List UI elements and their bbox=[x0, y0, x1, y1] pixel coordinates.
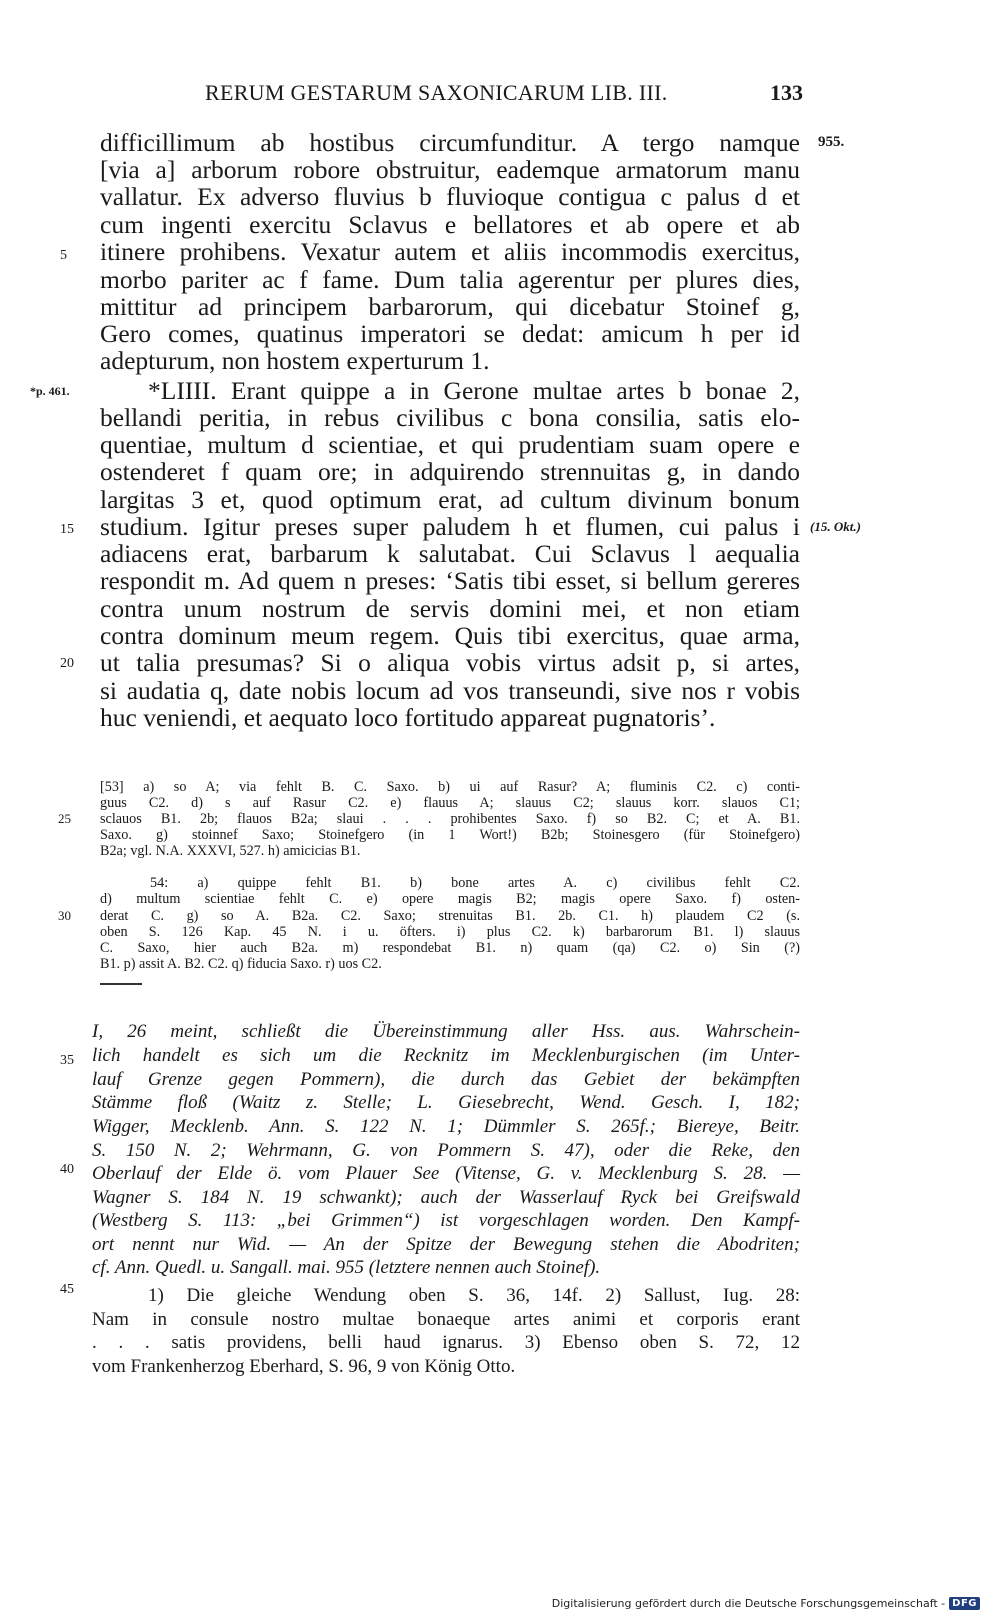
apparatus-line: oben S. 126 Kap. 45 N. i u. öfters. i) plus C2. k) barbarorum B1. l) slauus bbox=[100, 924, 800, 940]
text-line: si audatia q, date nobis locum ad vos transeundi, sive nos r vobis bbox=[100, 676, 800, 705]
text-line: respondit m. Ad quem n preses: ‘Satis tibi esset, si bellum gereres bbox=[100, 566, 800, 595]
apparatus-line: B2a; vgl. N.A. XXXVI, 527. h) amicicias B1. bbox=[100, 843, 361, 859]
end-mark bbox=[100, 983, 142, 985]
line-number: 5 bbox=[60, 248, 67, 263]
text-line: quentiae, multum d scientiae, et qui prudentiam suam opere e bbox=[100, 430, 800, 459]
commentary-line: Stämme floß (Waitz z. Stelle; L. Giesebrecht, Wend. Gesch. I, 182; bbox=[92, 1092, 800, 1113]
chapter-start-line: *LIIII. Erant quippe a in Gerone multae artes b bonae 2, bbox=[148, 376, 800, 405]
line-number: 15 bbox=[60, 522, 74, 537]
text-line: cum ingenti exercitu Sclavus e bellatores et ab opere et ab bbox=[100, 210, 800, 239]
apparatus-line: d) multum scientiae fehlt C. e) opere magis B2; magis opere Saxo. f) osten- bbox=[100, 891, 800, 907]
note-line: 1) Die gleiche Wendung oben S. 36, 14f. 2) Sallust, Iug. 28: bbox=[148, 1285, 800, 1306]
note-line: vom Frankenherzog Eberhard, S. 96, 9 von König Otto. bbox=[92, 1356, 516, 1377]
text-line: bellandi peritia, in rebus civilibus c bona consilia, satis elo- bbox=[100, 403, 800, 432]
text-line: contra dominum meum regem. Quis tibi exercitus, quae arma, bbox=[100, 621, 800, 650]
text-line: [via a] arborum robore obstruitur, eademque armatorum manu bbox=[100, 155, 800, 184]
text-line: adepturum, non hostem experturum 1. bbox=[100, 346, 490, 375]
apparatus-line: 54: a) quippe fehlt B1. b) bone artes A. c) civilibus fehlt C2. bbox=[150, 875, 800, 891]
footer-credit: Digitalisierung gefördert durch die Deutsche Forschungsgemeinschaft - bbox=[551, 1597, 946, 1610]
apparatus-line: guus C2. d) s auf Rasur C2. e) flauus A; slauus C2; slauus korr. slauos C1; bbox=[100, 795, 800, 811]
running-header: RERUM GESTARUM SAXONICARUM LIB. III. bbox=[205, 80, 668, 105]
line-number: 20 bbox=[60, 656, 74, 671]
note-line: Nam in consule nostro multae bonaeque artes animi et corporis erant bbox=[92, 1309, 800, 1330]
text-line: vallatur. Ex adverso fluvius b fluvioque contigua c palus d et bbox=[100, 182, 800, 211]
dfg-logo-icon: DFG bbox=[949, 1597, 980, 1610]
text-line: Gero comes, quatinus imperatori se dedat: amicum h per id bbox=[100, 319, 800, 348]
commentary-line: Wigger, Mecklenb. Ann. S. 122 N. 1; Dümmler S. 265f.; Biereye, Beitr. bbox=[92, 1116, 800, 1137]
commentary-line: ort nennt nur Wid. — An der Spitze der Bewegung stehen die Abodriten; bbox=[92, 1234, 800, 1255]
margin-page-ref: *p. 461. bbox=[30, 384, 70, 398]
digitization-footer bbox=[552, 1597, 980, 1610]
commentary-line: lauf Grenze gegen Pommern), die durch das Gebiet der bekämpften bbox=[92, 1069, 800, 1090]
apparatus-line: sclauos B1. 2b; flauos B2a; slaui . . . prohibentes Saxo. f) so B2. C; et A. B1. bbox=[100, 811, 800, 827]
line-number: 30 bbox=[58, 908, 71, 923]
text-line: ut talia presumas? Si o aliqua vobis virtus adsit p, si artes, bbox=[100, 648, 800, 677]
text-line: contra unum nostrum de servis domini mei, et non etiam bbox=[100, 594, 800, 623]
apparatus-line: Saxo. g) stoinnef Saxo; Stoinefgero (in 1 Wort!) B2b; Stoinesgero (für Stoinefgero) bbox=[100, 827, 800, 843]
commentary-line: lich handelt es sich um die Recknitz im Mecklenburgischen (im Unter- bbox=[92, 1045, 800, 1066]
line-number: 45 bbox=[60, 1282, 74, 1297]
commentary-line: S. 150 N. 2; Wehrmann, G. von Pommern S. 47), oder die Reke, den bbox=[92, 1140, 800, 1161]
margin-year: 955. bbox=[818, 134, 845, 150]
line-number: 35 bbox=[60, 1053, 74, 1068]
line-number: 25 bbox=[58, 811, 71, 826]
text-line: studium. Igitur preses super paludem h et flumen, cui palus i bbox=[100, 512, 800, 541]
text-line: mittitur ad principem barbarorum, qui dicebatur Stoinef g, bbox=[100, 292, 800, 321]
text-line: itinere prohibens. Vexatur autem et aliis incommodis exercitus, bbox=[100, 237, 800, 266]
page-number: 133 bbox=[770, 80, 803, 105]
text-line: huc veniendi, et aequato loco fortitudo appareat pugnatoris’. bbox=[100, 703, 716, 732]
note-line: . . . satis providens, belli haud ignarus. 3) Ebenso oben S. 72, 12 bbox=[92, 1332, 800, 1353]
commentary-line: I, 26 meint, schließt die Übereinstimmung aller Hss. aus. Wahrschein- bbox=[92, 1021, 800, 1042]
text-line: adiacens erat, barbarum k salutabat. Cui Sclavus l aequalia bbox=[100, 539, 800, 568]
margin-date: (15. Okt.) bbox=[810, 519, 861, 534]
text-line: ostenderet f quam ore; in adquirendo strennuitas g, in dando bbox=[100, 457, 800, 486]
text-line: largitas 3 et, quod optimum erat, ad cultum divinum bonum bbox=[100, 485, 800, 514]
apparatus-line: B1. p) assit A. B2. C2. q) fiducia Saxo. r) uos C2. bbox=[100, 956, 382, 972]
commentary-line: cf. Ann. Quedl. u. Sangall. mai. 955 (letztere nennen auch Stoinef). bbox=[92, 1257, 601, 1278]
apparatus-line: C. Saxo, hier auch B2a. m) respondebat B1. n) quam (qa) C2. o) Sin (?) bbox=[100, 940, 800, 956]
text-line: difficillimum ab hostibus circumfunditur. A tergo namque bbox=[100, 128, 800, 157]
commentary-line: Wagner S. 184 N. 19 schwankt); auch der Wasserlauf Ryck bei Greifswald bbox=[92, 1187, 800, 1208]
commentary-line: Oberlauf der Elde ö. vom Plauer See (Vitense, G. v. Mecklenburg S. 28. — bbox=[92, 1163, 800, 1184]
apparatus-line: derat C. g) so A. B2a. C2. Saxo; strenuitas B1. 2b. C1. h) plaudem C2 (s. bbox=[100, 908, 800, 924]
line-number: 40 bbox=[60, 1162, 74, 1177]
commentary-line: (Westberg S. 113: „bei Grimmen“) ist vorgeschlagen worden. Den Kampf- bbox=[92, 1210, 800, 1231]
text-line: morbo pariter ac f fame. Dum talia agerentur per plures dies, bbox=[100, 265, 800, 294]
apparatus-line: [53] a) so A; via fehlt B. C. Saxo. b) ui auf Rasur? A; fluminis C2. c) conti- bbox=[100, 779, 800, 795]
